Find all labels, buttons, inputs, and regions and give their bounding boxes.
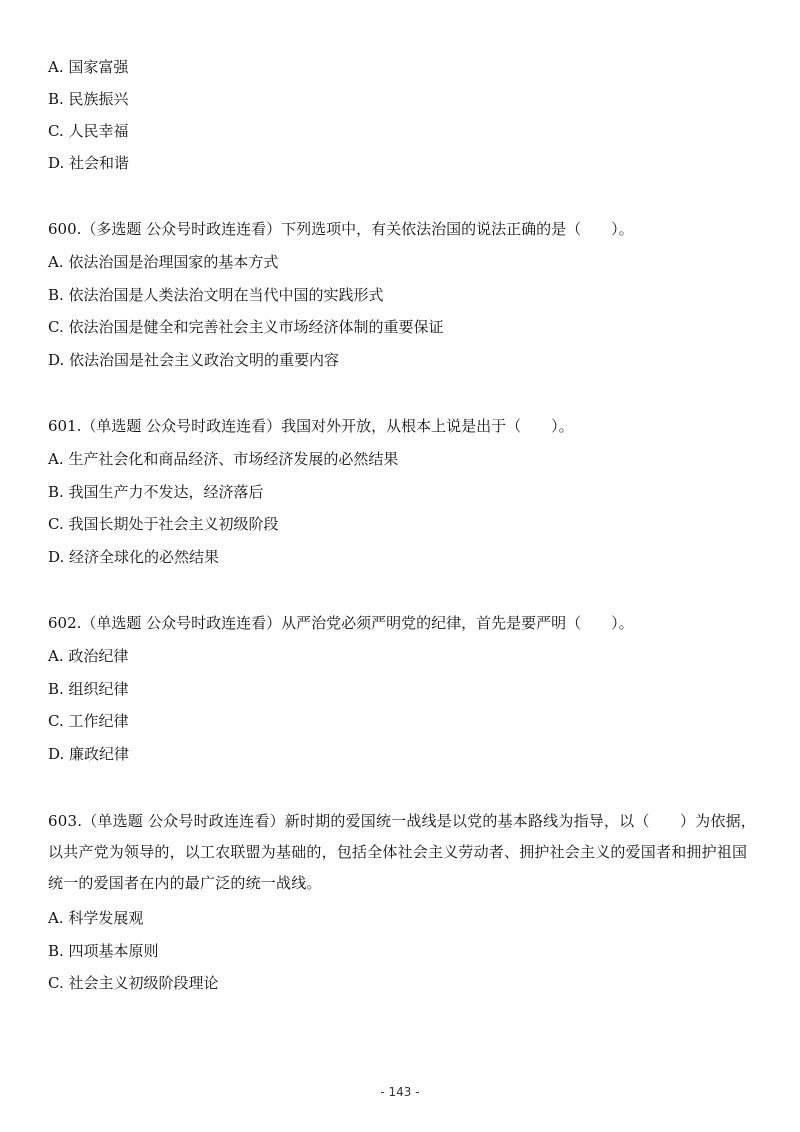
- option-c: C. 依法治国是健全和完善社会主义市场经济体制的重要保证: [48, 318, 444, 336]
- question-603-stem: 603.（单选题 公众号时政连连看）新时期的爱国统一战线是以党的基本路线为指导，以（ ）为依据，以共产党为领导的，以工农联盟为基础的，包括全体社会主义劳动者、拥护社会主义的爱国者和拥护祖国统一的爱国者在内的最广泛的统一战线。: [48, 812, 756, 892]
- option-a: A. 政治纪律: [48, 647, 129, 665]
- question-602-stem: 602.（单选题 公众号时政连连看）从严治党必须严明党的纪律，首先是要严明（ ）。: [48, 614, 634, 632]
- option-b: B. 组织纪律: [48, 680, 129, 698]
- option-a: A. 国家富强: [48, 58, 129, 76]
- option-b: B. 我国生产力不发达，经济落后: [48, 483, 264, 501]
- option-d: D. 社会和谐: [48, 154, 130, 172]
- question-600-stem: 600.（多选题 公众号时政连连看）下列选项中，有关依法治国的说法正确的是（ ）。: [48, 220, 634, 238]
- option-c: C. 人民幸福: [48, 122, 129, 140]
- option-b: B. 依法治国是人类法治文明在当代中国的实践形式: [48, 286, 384, 304]
- option-c: C. 我国长期处于社会主义初级阶段: [48, 515, 279, 533]
- option-c: C. 工作纪律: [48, 712, 129, 730]
- option-a: A. 科学发展观: [48, 909, 144, 927]
- option-d: D. 经济全球化的必然结果: [48, 548, 220, 566]
- question-601-stem: 601.（单选题 公众号时政连连看）我国对外开放，从根本上说是出于（ ）。: [48, 417, 574, 435]
- option-d: D. 依法治国是社会主义政治文明的重要内容: [48, 351, 340, 369]
- option-b: B. 四项基本原则: [48, 942, 159, 960]
- option-a: A. 依法治国是治理国家的基本方式: [48, 253, 279, 271]
- option-d: D. 廉政纪律: [48, 745, 130, 763]
- page-number: - 143 -: [380, 1085, 420, 1099]
- option-b: B. 民族振兴: [48, 90, 129, 108]
- option-c: C. 社会主义初级阶段理论: [48, 974, 219, 992]
- option-a: A. 生产社会化和商品经济、市场经济发展的必然结果: [48, 450, 399, 468]
